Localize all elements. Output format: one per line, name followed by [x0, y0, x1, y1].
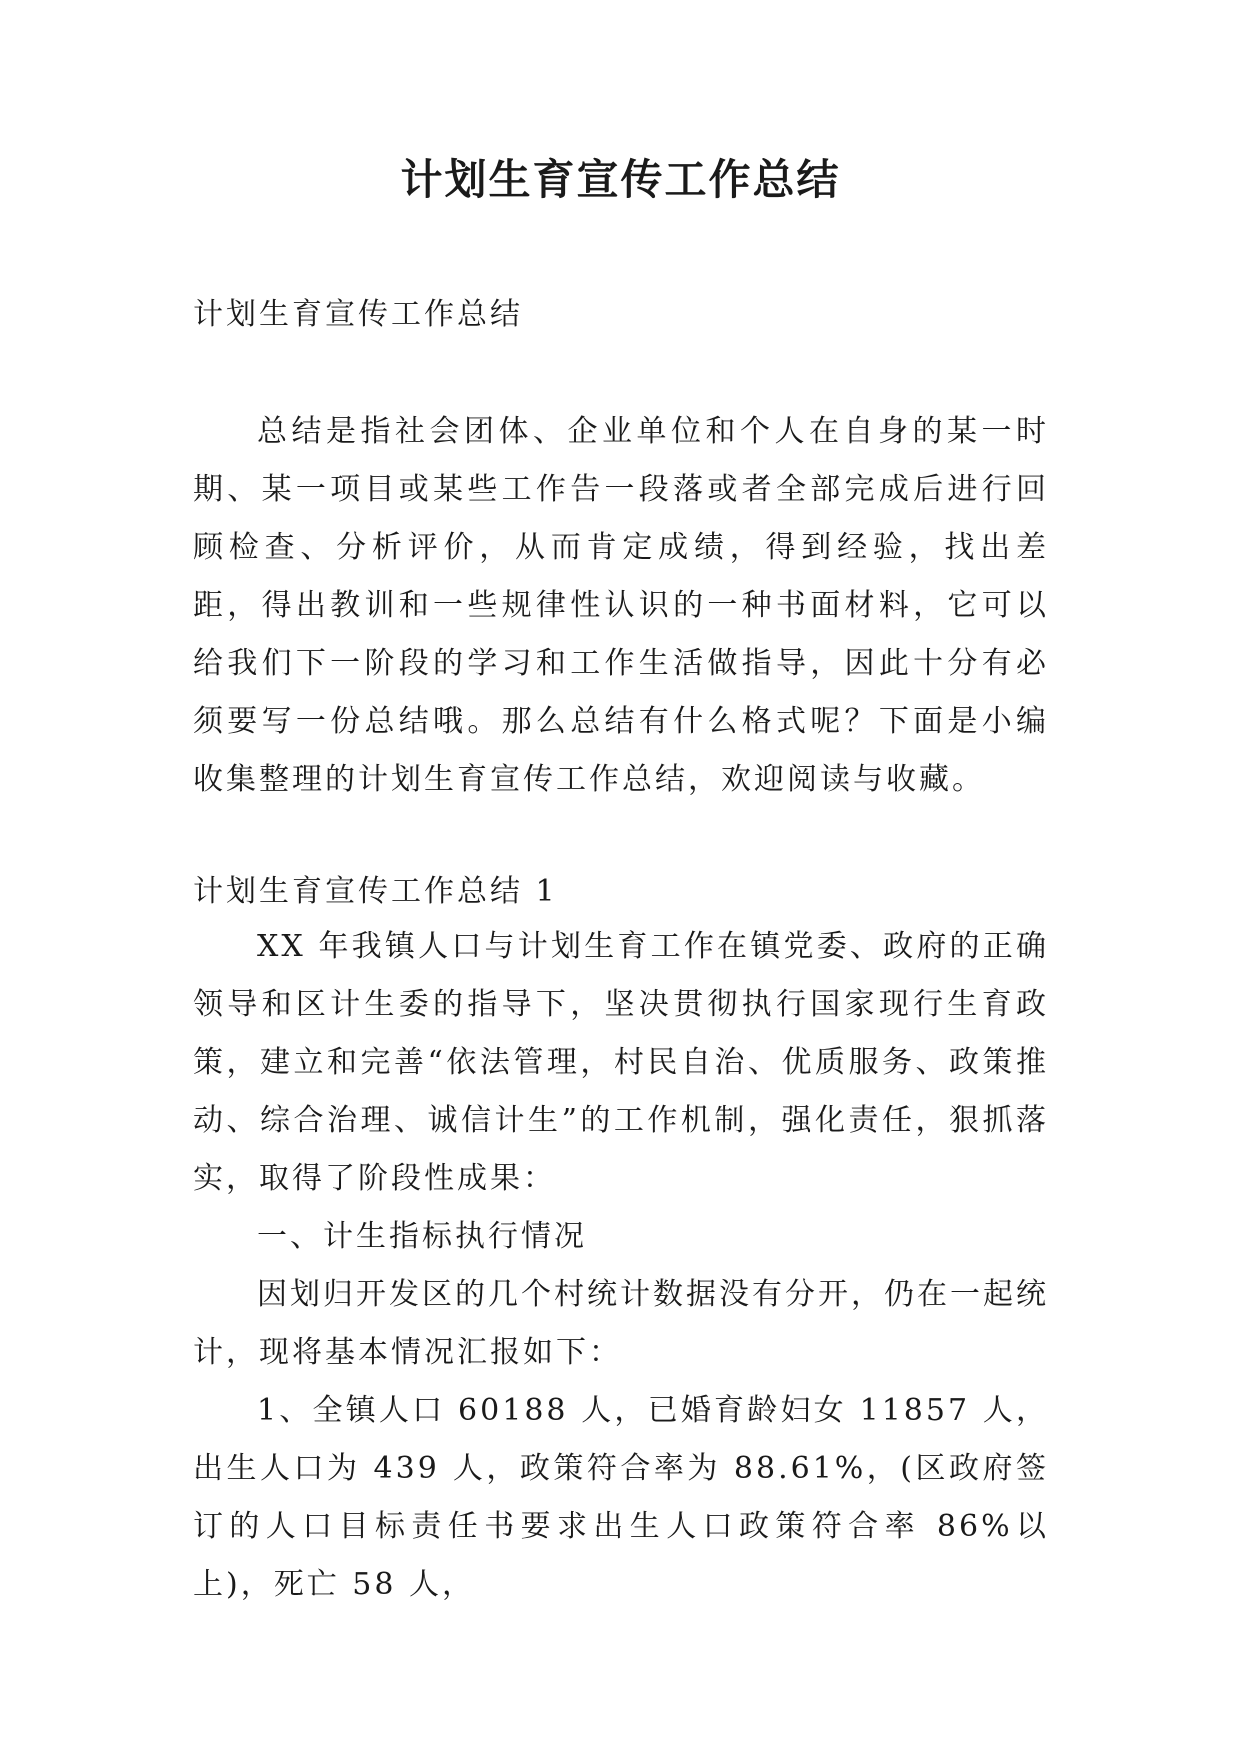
document-title: 计划生育宣传工作总结: [400, 155, 841, 204]
document-subtitle: 计划生育宣传工作总结: [193, 297, 523, 332]
section-heading: 计划生育宣传工作总结 1: [193, 874, 558, 909]
paragraph-1: XX 年我镇人口与计划生育工作在镇党委、政府的正确领导和区计生委的指导下，坚决贯彻执行国家现行生育政策，建立和完善“依法管理，村民自治、优质服务、政策推动、综合治理、诚信计生”的工作机制，强化责任，狠抓落实，取得了阶段性成果：: [193, 929, 1049, 1196]
paragraph-2: 因划归开发区的几个村统计数据没有分开，仍在一起统计，现将基本情况汇报如下：: [193, 1277, 1049, 1370]
item-heading: 一、计生指标执行情况: [257, 1219, 587, 1254]
paragraph-3: 1、全镇人口 60188 人，已婚育龄妇女 11857 人，出生人口为 439 人，政策符合率为 88.61%，(区政府签订的人口目标责任书要求出生人口政策符合率 86%以上)，死亡 58 人，: [193, 1393, 1049, 1602]
intro-paragraph: 总结是指社会团体、企业单位和个人在自身的某一时期、某一项目或某些工作告一段落或者全部完成后进行回顾检查、分析评价，从而肯定成绩，得到经验，找出差距，得出教训和一些规律性认识的一种书面材料，它可以给我们下一阶段的学习和工作生活做指导，因此十分有必须要写一份总结哦。那么总结有什么格式呢？下面是小编收集整理的计划生育宣传工作总结，欢迎阅读与收藏。: [193, 414, 1049, 797]
